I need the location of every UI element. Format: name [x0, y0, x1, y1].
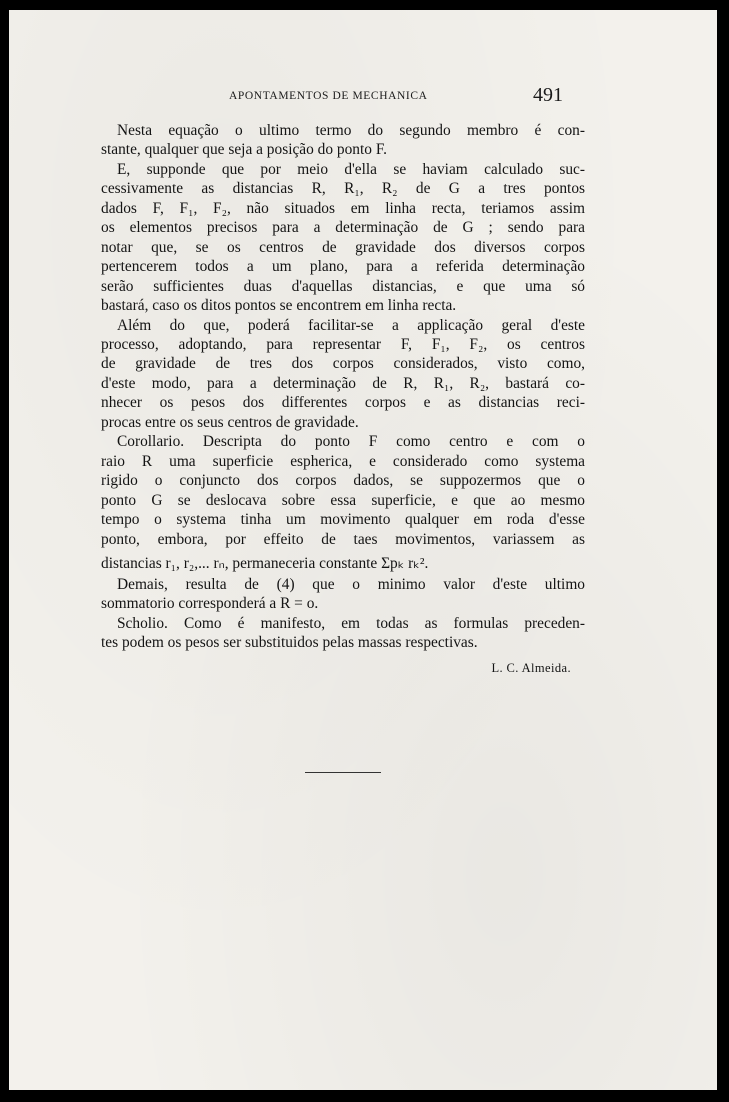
text-line: cessivamente as distancias R, R₁, R₂ de G a tres pontos — [101, 180, 585, 198]
text-line: Nesta equação o ultimo termo do segundo membro é con- — [117, 122, 585, 139]
text-line: sommatorio corresponderá a R = o. — [101, 595, 319, 613]
text-line: dados F, F₁, F₂, não situados em linha recta, teriamos assim — [101, 199, 585, 217]
text-line: d'este modo, para a determinação de R, R₁, R₂, bastará co- — [101, 374, 585, 392]
text-line: rigido o conjuncto dos corpos dados, se suppozermos que o — [101, 472, 585, 490]
text-line: pertencerem todos a um plano, para a referida determinação — [101, 258, 585, 276]
text-line: Corollario. Descripta do ponto F como centro e com o — [117, 433, 585, 451]
text-line: serão sufficientes duas d'aquellas distancias, e que uma só — [101, 277, 585, 295]
text-line: Scholio. Como é manifesto, em todas as formulas preceden- — [117, 614, 585, 632]
text-line: Demais, resulta de (4) que o minimo valor d'este ultimo — [117, 575, 585, 593]
text-line: notar que, se os centros de gravidade dos diversos corpos — [101, 238, 585, 256]
body-text — [101, 121, 585, 678]
text-line: raio R uma superficie espherica, e considerado como systema — [101, 452, 585, 470]
text-line: bastará, caso os ditos pontos se encontrem em linha recta. — [101, 297, 457, 315]
running-head-title: APONTAMENTOS DE MECHANICA — [229, 90, 428, 102]
text-line: E, supponde que por meio d'ella se haviam calculado suc- — [117, 160, 585, 178]
text-line: Além do que, poderá facilitar-se a applicação geral d'este — [117, 316, 585, 334]
text-line: os elementos precisos para a determinação de G ; sendo para — [101, 219, 585, 237]
text-line: distancias r₁, r₂,... rₙ, permaneceria constante Σpₖ rₖ². — [101, 554, 429, 572]
text-line: ponto, embora, por effeito de taes movimentos, variassem as — [101, 530, 585, 548]
text-line: processo, adoptando, para representar F, F₁, F₂, os centros — [101, 335, 585, 353]
text-line: tempo o systema tinha um movimento qualquer em roda d'esse — [101, 511, 585, 529]
page-number: 491 — [533, 84, 563, 106]
text-line: ponto G se deslocava sobre essa superficie, e que ao mesmo — [101, 491, 585, 509]
text-line: nhecer os pesos dos differentes corpos e as distancias reci- — [101, 394, 585, 412]
text-line: stante, qualquer que seja a posição do ponto F. — [101, 141, 387, 159]
separator-rule — [305, 772, 381, 773]
text-line: tes podem os pesos ser substituidos pelas massas respectivas. — [101, 634, 478, 652]
running-head — [9, 84, 717, 108]
book-page — [9, 10, 717, 1090]
text-line: procas entre os seus centros de gravidade. — [101, 413, 359, 431]
text-line: de gravidade de tres dos corpos considerados, visto como, — [101, 355, 585, 373]
author-signature: L. C. Almeida. — [491, 660, 571, 675]
